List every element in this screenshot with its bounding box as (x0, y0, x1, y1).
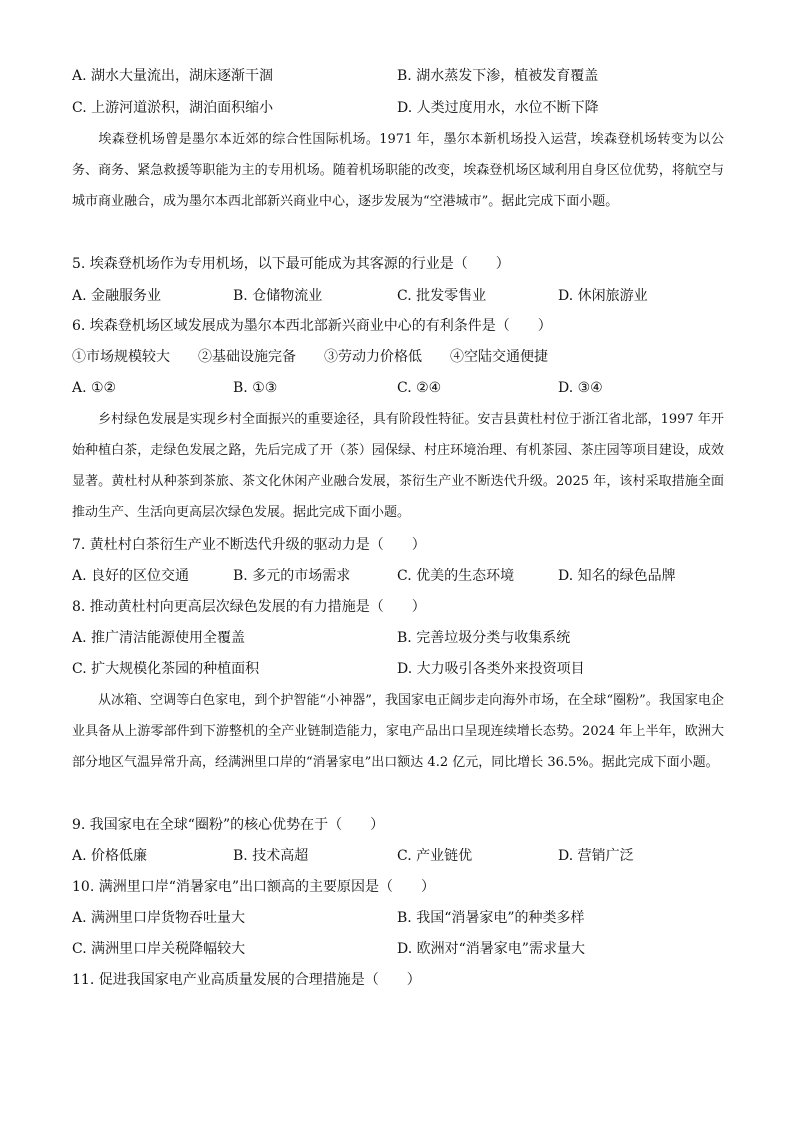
q6-stem: 6. 埃森登机场区域发展成为墨尔本西北部新兴商业中心的有利条件是（ ） (72, 318, 552, 334)
q7-stem: 7. 黄杜村白茶衍生产业不断迭代升级的驱动力是（ ） (72, 537, 426, 553)
q4-option-d: D. 人类过度用水，水位不断下降 (397, 100, 599, 116)
q8-option-c: C. 扩大规模化茶园的种植面积 (72, 661, 260, 677)
q7-option-c: C. 优美的生态环境 (397, 568, 515, 584)
q9-option-b: B. 技术高超 (233, 848, 309, 864)
q10-option-d: D. 欧洲对“消暑家电”需求量大 (397, 941, 585, 957)
q7-option-a: A. 良好的区位交通 (72, 568, 190, 584)
q7-option-b: B. 多元的市场需求 (233, 568, 351, 584)
q9-option-a: A. 价格低廉 (72, 848, 148, 864)
q9-option-d: D. 营销广泛 (558, 848, 634, 864)
q6-option-d: D. ③④ (558, 380, 603, 396)
q9-option-c: C. 产业链优 (397, 848, 473, 864)
q8-option-b: B. 完善垃圾分类与收集系统 (397, 630, 571, 646)
passage-essendon-airport (72, 124, 724, 217)
q8-option-d: D. 大力吸引各类外来投资项目 (397, 661, 585, 677)
q4-option-b: B. 湖水蒸发下渗，植被发育覆盖 (397, 68, 599, 84)
passage-home-appliances (72, 685, 724, 778)
q8-stem: 8. 推动黄杜村向更高层次绿色发展的有力措施是（ ） (72, 599, 426, 615)
q7-option-d: D. 知名的绿色品牌 (558, 568, 676, 584)
q4-option-a: A. 湖水大量流出，湖床逐渐干涸 (72, 68, 274, 84)
q6-option-c: C. ②④ (397, 380, 442, 396)
passage-2-text: 乡村绿色发展是实现乡村全面振兴的重要途径，具有阶段性特征。安吉县黄杜村位于浙江省北部，1997 年开始种植白茶，走绿色发展之路，先后完成了开（茶）园保绿、村庄环境治理、有机茶园、茶庄园等项目建设，成效显著。黄杜村从种茶到茶旅、茶文化休闲产业融合发展，茶衍生产业不断迭代升级。2025 年，该村采取措施全面推动生产、生活向更高层次绿色发展。据此完成下面小题。 (72, 412, 724, 520)
passage-3-text: 从冰箱、空调等白色家电，到个护智能“小神器”，我国家电正阔步走向海外市场，在全球“圈粉”。我国家电企业具备从上游零部件到下游整机的全产业链制造能力，家电产品出口呈现连续增长态势。2024 年上半年，欧洲大部分地区气温异常升高，经满洲里口岸的“消暑家电”出口额达 4.2 亿元，同比增长 36.5%。据此完成下面小题。 (72, 693, 724, 770)
q9-stem: 9. 我国家电在全球“圈粉”的核心优势在于（ ） (72, 817, 385, 833)
q5-option-d: D. 休闲旅游业 (558, 288, 648, 304)
q5-option-a: A. 金融服务业 (72, 288, 162, 304)
q6-option-b: B. ①③ (233, 380, 278, 396)
q5-option-b: B. 仓储物流业 (233, 288, 323, 304)
q10-option-b: B. 我国“消暑家电”的种类多样 (397, 910, 585, 926)
q10-option-c: C. 满洲里口岸关税降幅较大 (72, 941, 246, 957)
q8-option-a: A. 推广清洁能源使用全覆盖 (72, 630, 246, 646)
q5-option-c: C. 批发零售业 (397, 288, 487, 304)
q10-option-a: A. 满洲里口岸货物吞吐量大 (72, 910, 246, 926)
q4-option-c: C. 上游河道淤积，湖泊面积缩小 (72, 100, 274, 116)
q11-stem: 11. 促进我国家电产业高质量发展的合理措施是（ ） (72, 972, 421, 988)
passage-huangdu-village (72, 404, 724, 528)
q5-stem: 5. 埃森登机场作为专用机场，以下最可能成为其客源的行业是（ ） (72, 256, 510, 272)
q6-option-a: A. ①② (72, 380, 117, 396)
passage-1-text: 埃森登机场曾是墨尔本近郊的综合性国际机场。1971 年，墨尔本新机场投入运营，埃森登机场转变为以公务、商务、紧急救援等职能为主的专用机场。随着机场职能的改变，埃森登机场区域利用自身区位优势，将航空与城市商业融合，成为墨尔本西北部新兴商业中心，逐步发展为“空港城市”。据此完成下面小题。 (72, 132, 724, 209)
q6-items: ①市场规模较大 ②基础设施完备 ③劳动力价格低 ④空陆交通便捷 (72, 349, 548, 365)
q10-stem: 10. 满洲里口岸“消暑家电”出口额高的主要原因是（ ） (72, 879, 436, 895)
